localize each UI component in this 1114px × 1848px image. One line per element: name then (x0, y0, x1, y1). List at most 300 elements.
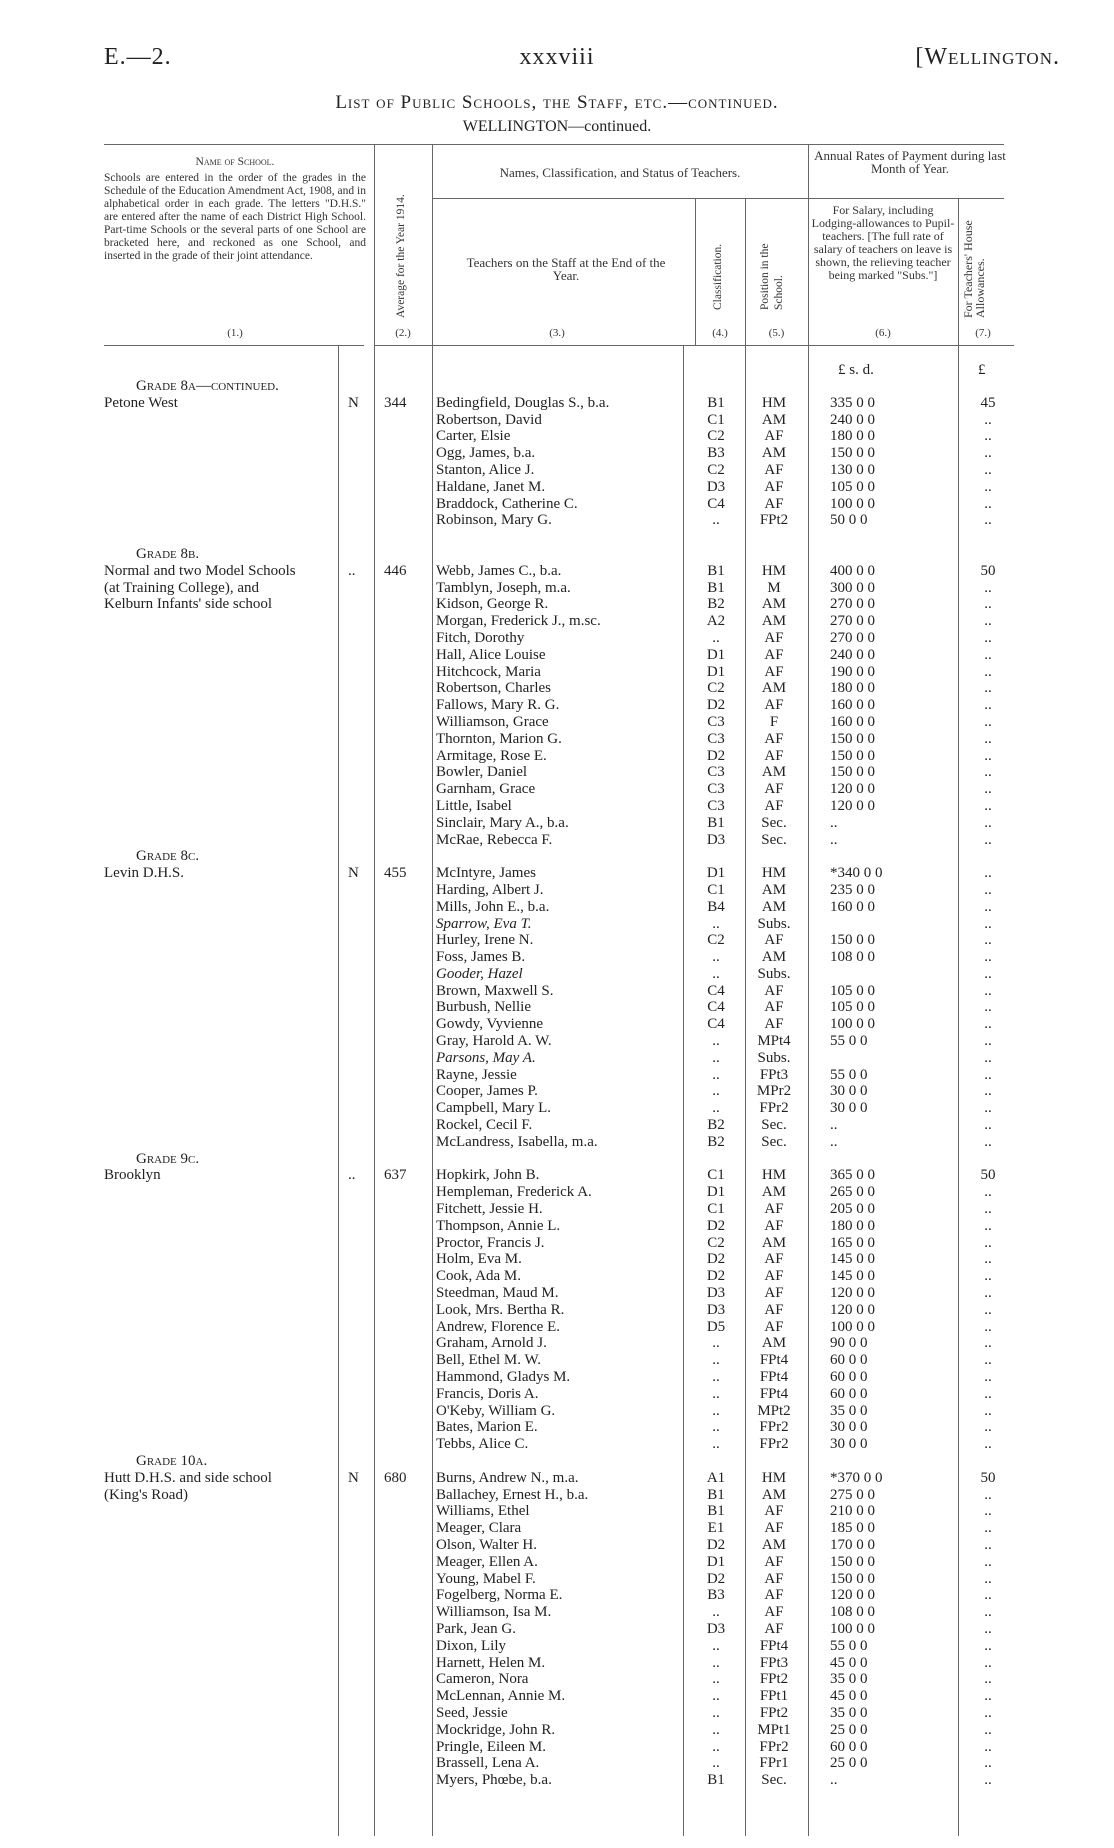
teacher-name: Morgan, Frederick J., m.sc. (436, 613, 601, 630)
position: AF (764, 428, 784, 445)
table-row (0, 798, 1114, 815)
col-num-5: (5.) (768, 327, 785, 339)
position-heading: Position in the School. (759, 243, 785, 310)
teacher-name: Foss, James B. (436, 949, 526, 966)
salary: 150 0 0 (830, 764, 875, 781)
classification: D5 (706, 1318, 726, 1335)
classification: C1 (707, 411, 725, 428)
position: HM (761, 1469, 787, 1486)
house-allowance: .. (984, 1436, 992, 1453)
house-allowance: 50 (980, 1167, 996, 1184)
position: AM (761, 596, 787, 613)
house-allowance: .. (984, 1620, 992, 1637)
classification: C4 (707, 1016, 725, 1033)
teacher-name: McLandress, Isabella, m.a. (436, 1133, 598, 1150)
teacher-name: Ogg, James, b.a. (436, 445, 536, 462)
teacher-name: Francis, Doris A. (436, 1385, 539, 1402)
teacher-name: Garnham, Grace (436, 781, 536, 798)
salary: 150 0 0 (830, 730, 875, 747)
position: AF (764, 730, 784, 747)
salary: 150 0 0 (830, 932, 875, 949)
salary: 105 0 0 (830, 478, 875, 495)
grade-label: Grade 9c. (136, 1150, 200, 1167)
teacher-name: Parsons, May A. (436, 1049, 536, 1066)
classification: C4 (707, 982, 725, 999)
grade-heading (0, 848, 1114, 865)
header-rule-bottom-left (104, 345, 364, 346)
position: AF (764, 982, 784, 999)
teacher-name: Cooper, James P. (436, 1083, 538, 1100)
table-row (0, 1285, 1114, 1302)
school-name: (at Training College), and (104, 579, 259, 596)
classification: D2 (706, 1570, 726, 1587)
salary: 55 0 0 (830, 1033, 868, 1050)
payment-subrule (808, 198, 1004, 199)
house-allowance: .. (984, 478, 992, 495)
col-num-2: (2.) (395, 327, 411, 339)
table-row (0, 882, 1114, 899)
classification: .. (712, 915, 720, 932)
classification: B1 (707, 1503, 725, 1520)
house-allowance: .. (984, 1133, 992, 1150)
table-row (0, 1587, 1114, 1604)
position: AF (764, 1318, 784, 1335)
salary: 30 0 0 (830, 1436, 868, 1453)
classification: E1 (707, 1520, 725, 1537)
teacher-name: Tamblyn, Joseph, m.a. (436, 579, 571, 596)
salary: 160 0 0 (830, 898, 875, 915)
classification: C2 (707, 461, 725, 478)
position: AF (764, 1520, 784, 1537)
position: AF (764, 697, 784, 714)
classification: C2 (707, 1234, 725, 1251)
house-allowance: .. (984, 898, 992, 915)
teacher-name: Haldane, Janet M. (436, 478, 546, 495)
house-allowance: .. (984, 1385, 992, 1402)
house-allowance: 50 (980, 1469, 996, 1486)
position: AF (764, 932, 784, 949)
table-row (0, 1067, 1114, 1084)
salary: 335 0 0 (830, 394, 875, 411)
salary: 400 0 0 (830, 562, 875, 579)
page-ref: E.—2. (104, 44, 172, 70)
house-allowance: .. (984, 915, 992, 932)
classification: .. (712, 1755, 720, 1772)
salary: 180 0 0 (830, 1217, 875, 1234)
position: MPt2 (757, 1402, 791, 1419)
classification: .. (712, 1033, 720, 1050)
house-allowance: .. (984, 932, 992, 949)
teachers-subrule (432, 198, 808, 199)
table-row (0, 764, 1114, 781)
grade-label: Grade 10a. (136, 1453, 208, 1469)
classification: D2 (706, 1251, 726, 1268)
salary: 240 0 0 (830, 646, 875, 663)
salary: 150 0 0 (830, 1553, 875, 1570)
average-attendance: 446 (384, 562, 407, 579)
house-allowance: .. (984, 1755, 992, 1772)
salary: 240 0 0 (830, 411, 875, 428)
table-row (0, 1352, 1114, 1369)
salary: 45 0 0 (830, 1654, 868, 1671)
classification: B2 (707, 1133, 725, 1150)
table-row (0, 630, 1114, 647)
school-flag: N (348, 394, 359, 411)
position: AF (764, 1285, 784, 1302)
classification: C4 (707, 495, 725, 512)
house-allowance: .. (984, 797, 992, 814)
table-row (0, 496, 1114, 513)
salary: 55 0 0 (830, 1066, 868, 1083)
table-row (0, 1722, 1114, 1739)
classification: .. (712, 1419, 720, 1436)
salary: 270 0 0 (830, 596, 875, 613)
teacher-name: Stanton, Alice J. (436, 461, 535, 478)
house-allowance: .. (984, 1033, 992, 1050)
position: AF (764, 747, 784, 764)
teacher-name: Hall, Alice Louise (436, 646, 546, 663)
teacher-name: Hopkirk, John B. (436, 1167, 540, 1184)
salary: 25 0 0 (830, 1755, 868, 1772)
average-heading: Average for the Year 1914. (395, 194, 407, 318)
salary: 100 0 0 (830, 1016, 875, 1033)
house-allowance: .. (984, 1301, 992, 1318)
teacher-name: Tebbs, Alice C. (436, 1436, 529, 1453)
position: Sec. (761, 831, 787, 848)
classification: B1 (707, 562, 725, 579)
table-row (0, 1571, 1114, 1588)
classification: C3 (707, 781, 725, 798)
house-allowance: .. (984, 1704, 992, 1721)
teacher-name: Carter, Elsie (436, 428, 511, 445)
house-allowance: .. (984, 1016, 992, 1033)
table-row (0, 445, 1114, 462)
teacher-name: Ballachey, Ernest H., b.a. (436, 1486, 589, 1503)
salary: 270 0 0 (830, 629, 875, 646)
table-row (0, 1100, 1114, 1117)
position: Sec. (761, 1772, 787, 1789)
table-row (0, 1755, 1114, 1772)
classification: .. (712, 1369, 720, 1386)
position: AM (761, 1184, 787, 1201)
house-allowance: .. (984, 1049, 992, 1066)
grade-label: Grade 8c. (136, 848, 200, 865)
salary: 60 0 0 (830, 1738, 868, 1755)
teacher-name: Bedingfield, Douglas S., b.a. (436, 394, 610, 411)
teacher-name: Thompson, Annie L. (436, 1217, 561, 1234)
table-row (0, 916, 1114, 933)
school-name: (King's Road) (104, 1486, 188, 1503)
teacher-name: Bates, Marion E. (436, 1419, 538, 1436)
position: FPt3 (759, 1066, 789, 1083)
table-row (0, 1369, 1114, 1386)
house-allowance: .. (984, 865, 992, 882)
teacher-name: Robertson, David (436, 411, 542, 428)
salary: 120 0 0 (830, 781, 875, 798)
table-row (0, 1470, 1114, 1487)
position: FPr2 (759, 1100, 789, 1117)
table-row (0, 1436, 1114, 1453)
salary: 45 0 0 (830, 1688, 868, 1705)
position: AM (761, 1486, 787, 1503)
teacher-name: Hitchcock, Maria (436, 663, 541, 680)
col-divider-4 (745, 198, 746, 346)
table-row (0, 1503, 1114, 1520)
house-allowance: .. (984, 1318, 992, 1335)
position: AF (764, 1620, 784, 1637)
salary: 25 0 0 (830, 1721, 868, 1738)
table-row (0, 815, 1114, 832)
teacher-name: Webb, James C., b.a. (436, 562, 562, 579)
classification: C2 (707, 428, 725, 445)
position: HM (761, 394, 787, 411)
teacher-name: Kidson, George R. (436, 596, 549, 613)
classification: .. (712, 1436, 720, 1453)
classification: D3 (706, 478, 726, 495)
table-row (0, 1739, 1114, 1756)
grade-label: Grade 8b. (136, 545, 200, 562)
classification: C3 (707, 764, 725, 781)
teacher-name: Rockel, Cecil F. (436, 1117, 533, 1134)
classification: .. (712, 629, 720, 646)
position: FPt4 (759, 1637, 789, 1654)
teacher-name: Rayne, Jessie (436, 1066, 517, 1083)
house-allowance: .. (984, 1721, 992, 1738)
classification: D3 (706, 1285, 726, 1302)
teacher-name: Graham, Arnold J. (436, 1335, 547, 1352)
col-divider-6 (958, 198, 959, 346)
salary: 60 0 0 (830, 1352, 868, 1369)
house-allowance: .. (984, 949, 992, 966)
position: AF (764, 1503, 784, 1520)
salary: 365 0 0 (830, 1167, 875, 1184)
position: F (769, 713, 779, 730)
house-allowance: .. (984, 1285, 992, 1302)
salary: .. (830, 814, 838, 831)
classification: D1 (706, 663, 726, 680)
house-allowance: .. (984, 764, 992, 781)
teacher-name: Holm, Eva M. (436, 1251, 522, 1268)
house-allowance: .. (984, 613, 992, 630)
position: M (767, 579, 781, 596)
salary: 190 0 0 (830, 663, 875, 680)
teacher-name: Young, Mabel F. (436, 1570, 536, 1587)
salary-heading: For Salary, including Lodging-allowances to Pupil-teachers. [The full rate of salary of teachers on leave is shown, the relieving teacher being marked "Subs."] (811, 203, 955, 282)
position: AM (761, 411, 787, 428)
salary: .. (830, 1117, 838, 1134)
position: AF (764, 797, 784, 814)
teacher-name: Fitch, Dorothy (436, 629, 525, 646)
teacher-name: Sparrow, Eva T. (436, 915, 532, 932)
salary: 60 0 0 (830, 1369, 868, 1386)
salary: 100 0 0 (830, 1620, 875, 1637)
classification: A1 (706, 1469, 726, 1486)
table-row (0, 1537, 1114, 1554)
school-flag: .. (348, 562, 356, 579)
average-attendance: 455 (384, 865, 407, 882)
teacher-name: Fitchett, Jessie H. (436, 1201, 543, 1218)
classification: B2 (707, 1117, 725, 1134)
table-row (0, 1268, 1114, 1285)
district-name: [Wellington. (915, 44, 1060, 70)
house-allowance: .. (984, 1268, 992, 1285)
house-allowance: .. (984, 1604, 992, 1621)
house-allowance: .. (984, 1671, 992, 1688)
position: FPt4 (759, 1385, 789, 1402)
house-allowance: .. (984, 1553, 992, 1570)
classification: .. (712, 1704, 720, 1721)
teacher-name: Burbush, Nellie (436, 999, 531, 1016)
table-row (0, 1201, 1114, 1218)
classification: C1 (707, 1201, 725, 1218)
house-allowance: .. (984, 1066, 992, 1083)
classification: B1 (707, 1772, 725, 1789)
position: HM (761, 562, 787, 579)
salary: 35 0 0 (830, 1671, 868, 1688)
salary: 150 0 0 (830, 1570, 875, 1587)
house-allowance: .. (984, 1637, 992, 1654)
table-row (0, 1487, 1114, 1504)
grade-heading (0, 1453, 1114, 1470)
salary: 160 0 0 (830, 713, 875, 730)
school-name: Normal and two Model Schools (104, 562, 296, 579)
classification: .. (712, 1637, 720, 1654)
salary: 120 0 0 (830, 1301, 875, 1318)
classification: B1 (707, 394, 725, 411)
teacher-name: O'Keby, William G. (436, 1402, 556, 1419)
house-allowance: .. (984, 814, 992, 831)
teacher-name: Hammond, Gladys M. (436, 1369, 571, 1386)
table-row (0, 1167, 1114, 1184)
page-title: List of Public Schools, the Staff, etc.—continued. (335, 92, 779, 113)
teacher-name: Williamson, Isa M. (436, 1604, 552, 1621)
table-row (0, 647, 1114, 664)
house-allowance: .. (984, 1503, 992, 1520)
classification: B3 (707, 1587, 725, 1604)
classification: .. (712, 1335, 720, 1352)
salary: 35 0 0 (830, 1704, 868, 1721)
table-row (0, 1671, 1114, 1688)
table-row (0, 512, 1114, 529)
house-allowance: .. (984, 881, 992, 898)
staff-table (0, 378, 1114, 1789)
name-of-school-heading: Name of School. (195, 156, 275, 168)
position: AF (764, 629, 784, 646)
position: MPt1 (757, 1721, 791, 1738)
average-attendance: 680 (384, 1469, 407, 1486)
school-name: Brooklyn (104, 1167, 161, 1184)
table-row (0, 412, 1114, 429)
classification: D2 (706, 1217, 726, 1234)
col-num-1: (1.) (227, 327, 243, 339)
classification: D2 (706, 1536, 726, 1553)
classification: .. (712, 1738, 720, 1755)
teacher-name: Park, Jean G. (436, 1620, 516, 1637)
classification: .. (712, 1083, 720, 1100)
position: Subs. (757, 915, 791, 932)
teacher-name: Burns, Andrew N., m.a. (436, 1469, 579, 1486)
table-row (0, 613, 1114, 630)
salary: 105 0 0 (830, 999, 875, 1016)
teacher-name: Meager, Clara (436, 1520, 522, 1537)
position: Subs. (757, 965, 791, 982)
position: Subs. (757, 1049, 791, 1066)
table-row (0, 1772, 1114, 1789)
average-attendance: 344 (384, 394, 407, 411)
position: AF (764, 999, 784, 1016)
salary: 130 0 0 (830, 461, 875, 478)
position: FPt4 (759, 1352, 789, 1369)
table-row (0, 1688, 1114, 1705)
grade-heading (0, 546, 1114, 563)
table-row (0, 949, 1114, 966)
table-row (0, 832, 1114, 849)
table-row (0, 966, 1114, 983)
position: AF (764, 495, 784, 512)
position: MPt4 (757, 1033, 791, 1050)
position: MPr2 (756, 1083, 792, 1100)
salary-units: £ s. d. (838, 362, 874, 378)
house-allowance: .. (984, 1587, 992, 1604)
house-allowance: .. (984, 999, 992, 1016)
classification: C4 (707, 999, 725, 1016)
classification: .. (712, 1688, 720, 1705)
classification: C3 (707, 797, 725, 814)
salary: 180 0 0 (830, 680, 875, 697)
house-allowance: .. (984, 831, 992, 848)
col-num-7: (7.) (975, 327, 991, 339)
table-row (0, 664, 1114, 681)
table-row (0, 714, 1114, 731)
teacher-name: McLennan, Annie M. (436, 1688, 566, 1705)
salary: 185 0 0 (830, 1520, 875, 1537)
house-allowance: .. (984, 1419, 992, 1436)
name-of-school-note: Schools are entered in the order of the grades in the Schedule of the Education Amendment Act, 1908, and in alphabetical order in each grade. The letters "D.H.S." are entered after the name of each District High School. Part-time Schools or the several parts of one School are bracketed here, and reckoned as one School, and inserted in the grade of their joint attendance. (104, 172, 366, 262)
house-allowance: .. (984, 461, 992, 478)
classification: .. (712, 1352, 720, 1369)
house-allowance: .. (984, 1234, 992, 1251)
teachers-heading: Names, Classification, and Status of Teachers. (499, 165, 741, 180)
classification: D1 (706, 1184, 726, 1201)
table-row (0, 580, 1114, 597)
position: AF (764, 663, 784, 680)
classification: B1 (707, 814, 725, 831)
house-allowance: .. (984, 646, 992, 663)
position: HM (761, 1167, 787, 1184)
table-row (0, 1520, 1114, 1537)
table-row (0, 563, 1114, 580)
col-divider-3 (695, 198, 696, 346)
table-row (0, 983, 1114, 1000)
table-row (0, 479, 1114, 496)
salary: 235 0 0 (830, 881, 875, 898)
position: AF (764, 1570, 784, 1587)
house-allowance: .. (984, 1486, 992, 1503)
spacer-row (0, 529, 1114, 546)
teacher-name: Cook, Ada M. (436, 1268, 522, 1285)
classification: D1 (706, 646, 726, 663)
teacher-name: Seed, Jessie (436, 1704, 508, 1721)
classification: .. (712, 512, 720, 529)
house-allowance: .. (984, 982, 992, 999)
average-attendance: 637 (384, 1167, 407, 1184)
school-name: Levin D.H.S. (104, 865, 184, 882)
house-allowance: .. (984, 512, 992, 529)
header-rule-bottom-right (374, 345, 1014, 346)
house-allowance: .. (984, 1117, 992, 1134)
teacher-name: Armitage, Rose E. (436, 747, 547, 764)
salary: 108 0 0 (830, 949, 875, 966)
